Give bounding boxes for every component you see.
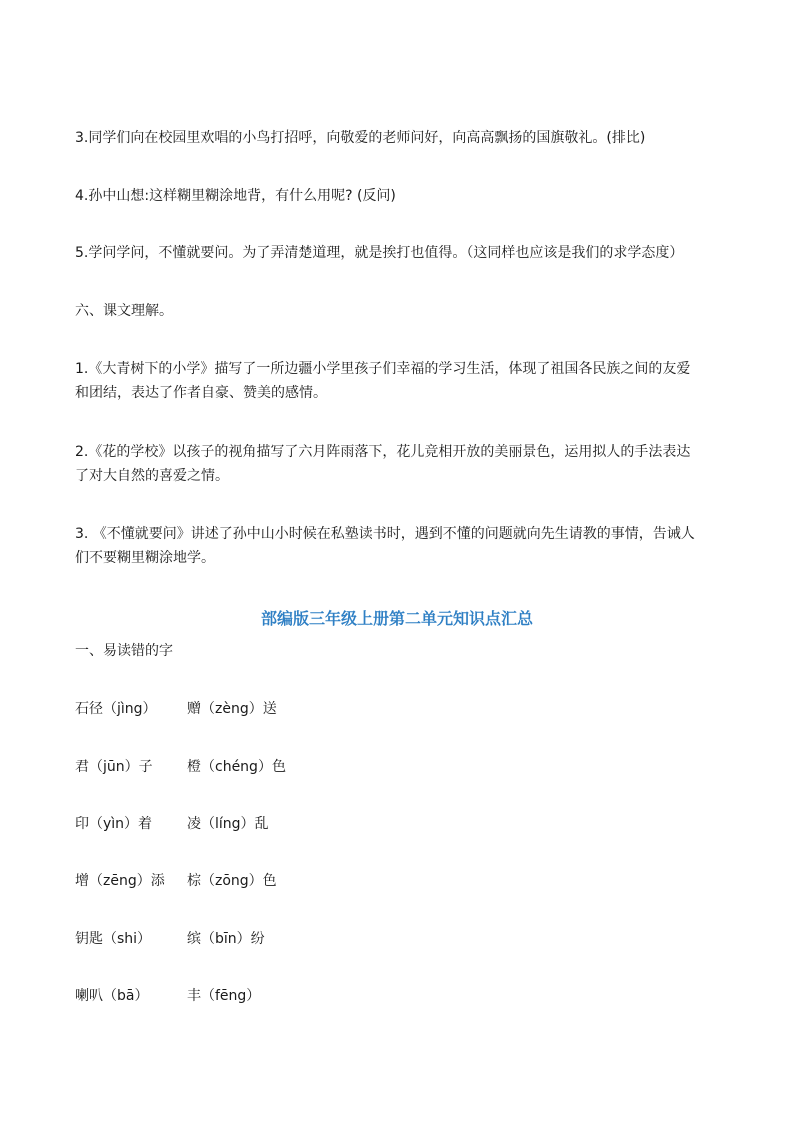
rhetoric-item-5: 5.学问学问，不懂就要问。为了弄清楚道理，就是挨打也值得。（这同样也应该是我们的求学态度） <box>75 245 684 261</box>
understanding-item-2-line-1: 2.《花的学校》以孩子的视角描写了六月阵雨落下，花儿竞相开放的美丽景色，运用拟人的手法表达 <box>75 444 691 460</box>
pinyin-word: 棕（zōng）色 <box>187 873 277 889</box>
pinyin-word: 橙（chéng）色 <box>187 759 286 775</box>
pinyin-word: 君（jūn）子 <box>75 759 153 775</box>
pinyin-word: 缤（bīn）纷 <box>187 931 265 947</box>
pinyin-row-2 <box>75 755 286 779</box>
understanding-item-1-line-1: 1.《大青树下的小学》描写了一所边疆小学里孩子们幸福的学习生活，体现了祖国各民族之间的友爱 <box>75 361 691 377</box>
unit-2-heading: 部编版三年级上册第二单元知识点汇总 <box>260 609 533 628</box>
pinyin-word: 凌（líng）乱 <box>187 816 269 832</box>
pinyin-row-1 <box>75 697 277 721</box>
understanding-item-2 <box>75 440 725 488</box>
section-6-title: 六、课文理解。 <box>75 303 173 319</box>
rhetoric-item-4: 4.孙中山想:这样糊里糊涂地背，有什么用呢? (反问) <box>75 188 396 204</box>
pinyin-word: 钥匙（shi） <box>75 931 152 947</box>
pinyin-word: 印（yìn）着 <box>75 816 153 832</box>
understanding-item-1 <box>75 357 725 405</box>
pinyin-row-4 <box>75 869 277 893</box>
pinyin-row-6 <box>75 984 260 1008</box>
pinyin-word: 石径（jìng） <box>75 701 157 717</box>
pinyin-row-3 <box>75 812 269 836</box>
rhetoric-item-3: 3.同学们向在校园里欢唱的小鸟打招呼，向敬爱的老师问好，向高高飘扬的国旗敬礼。(排比) <box>75 130 646 146</box>
understanding-item-2-line-2: 了对大自然的喜爱之情。 <box>75 468 229 484</box>
pinyin-word: 丰（fēng） <box>187 988 261 1004</box>
pinyin-word: 赠（zèng）送 <box>187 701 277 717</box>
pinyin-word: 喇叭（bā） <box>75 988 149 1004</box>
pinyin-word: 增（zēng）添 <box>75 873 165 889</box>
easy-misread-title: 一、易读错的字 <box>75 643 173 659</box>
understanding-item-3-line-1: 3. 《不懂就要问》讲述了孙中山小时候在私塾读书时，遇到不懂的问题就向先生请教的事情，告诫人 <box>75 526 695 542</box>
understanding-item-3-line-2: 们不要糊里糊涂地学。 <box>75 550 215 566</box>
understanding-item-3 <box>75 522 725 570</box>
understanding-item-1-line-2: 和团结，表达了作者自豪、赞美的感情。 <box>75 385 327 401</box>
pinyin-row-5 <box>75 927 265 951</box>
